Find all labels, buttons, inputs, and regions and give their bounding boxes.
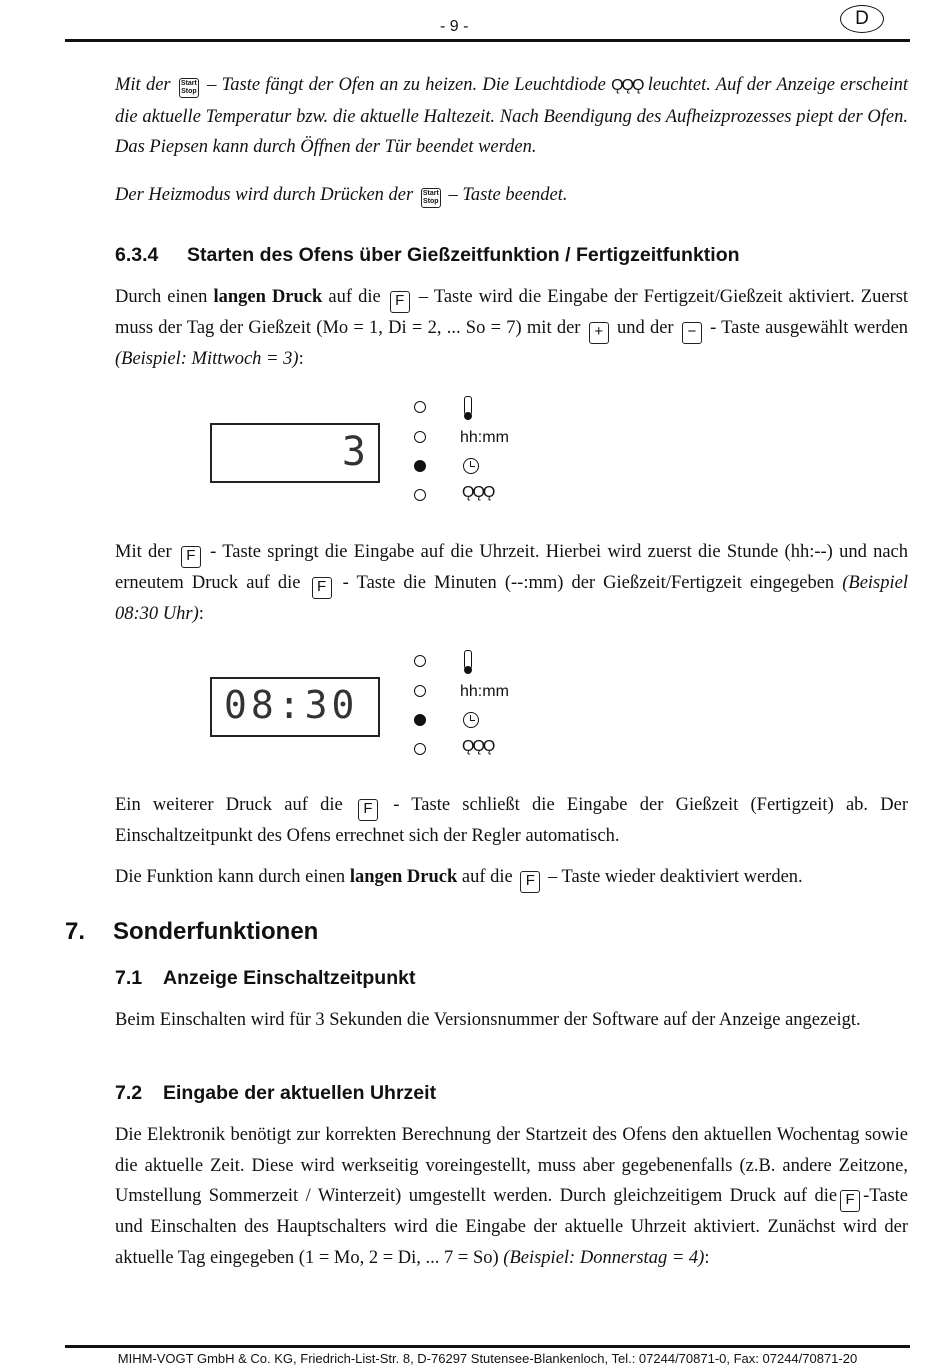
section-heading-7-2: [115, 1082, 436, 1105]
hhmm-label: hh:mm: [460, 683, 509, 700]
section-number: 6.3.4: [115, 244, 159, 266]
text: - Taste schließt die Eingabe der Gießzeit (Fertigzeit) ab. Der Einschaltzeitpunkt des Ofens errechnet sich der Regler automatisch.: [115, 795, 909, 846]
led-clock: [414, 460, 426, 472]
text: auf die: [461, 867, 513, 887]
f-key-icon: F: [181, 546, 201, 568]
heat-stop-paragraph: [115, 180, 908, 211]
clock-icon: [463, 712, 479, 728]
text: Ein weiterer Druck auf die: [115, 795, 343, 815]
text: -Taste und Einschalten des Hauptschalters wird die Eingabe der aktuelle Uhrzeit aktiviert. Zunächst wird der aktuelle Tag eingegeben (1 = Mo, 2 = Di, ... 7 = So): [115, 1186, 908, 1268]
p2-text-b: – Taste beendet.: [448, 185, 568, 205]
text: - Taste ausgewählt werden: [710, 318, 909, 338]
f-key-icon: F: [840, 1190, 860, 1212]
thermometer-icon: [464, 396, 472, 416]
section-title: Starten des Ofens über Gießzeitfunktion / Fertigzeitfunktion: [187, 244, 740, 266]
text: - Taste die Minuten (--:mm) der Gießzeit/Fertigzeit eingegeben: [342, 573, 835, 593]
controller-display-time: [210, 677, 380, 737]
section-6-3-4-paragraph-1: [115, 282, 908, 375]
text: :: [298, 349, 304, 369]
hhmm-label: hh:mm: [460, 429, 509, 446]
heating-coil-icon: ǪǪǪ: [462, 484, 494, 501]
section-6-3-4-paragraph-3: [115, 790, 908, 852]
f-key-icon: F: [358, 799, 378, 821]
text: auf die: [328, 287, 381, 307]
page-number: - 9 -: [440, 18, 469, 35]
p1-text-b: – Taste fängt der Ofen an zu heizen. Die Leuchtdiode: [207, 75, 606, 95]
start-stop-key-icon: Start Stop: [179, 78, 199, 98]
example-text: (Beispiel 08:30 Uhr): [115, 573, 909, 624]
footer-rule: [65, 1345, 910, 1348]
led-clock: [414, 714, 426, 726]
language-badge-label: D: [855, 8, 869, 29]
start-stop-key-icon: Start Stop: [421, 188, 441, 208]
section-number: 7.1: [115, 967, 143, 989]
led-holdtime: [414, 431, 426, 443]
text: Die Elektronik benötigt zur korrekten Berechnung der Startzeit des Ofens den aktuellen Wochentag sowie die aktuelle Zeit. Diese wird werkseitig voreingestellt, muss aber gegebenenfalls (z.B. andere Zeitzone, Umstellung Sommerzeit / Winterzeit) umgestellt werden. Durch gleichzeitigem Druck auf die: [115, 1125, 908, 1206]
led-heating: [414, 743, 426, 755]
language-badge: [840, 5, 884, 33]
chapter-title: Sonderfunktionen: [113, 918, 319, 945]
text: Die Funktion kann durch einen: [115, 867, 346, 887]
text: Durch einen: [115, 287, 208, 307]
text: :: [704, 1247, 710, 1268]
p1-text-c: leuchtet. Auf der Anzeige erscheint die aktuelle Temperatur bzw. die aktuelle Haltezeit. Nach Beendigung des Aufheizprozesses piept der Ofen. Das Piepsen kann durch Öffnen der Tür beendet werden.: [115, 75, 908, 157]
section-6-3-4-paragraph-2: [115, 537, 908, 630]
section-7-2-paragraph: [115, 1120, 908, 1273]
text: – Taste wird die Eingabe der Fertigzeit/Gießzeit aktiviert. Zuerst muss der Tag der Gießzeit (Mo = 1, Di = 2, ... So = 7) mit der: [115, 287, 909, 338]
minus-key-icon: −: [682, 322, 702, 344]
plus-key-icon: +: [589, 322, 609, 344]
f-key-icon: F: [312, 577, 332, 599]
display-value: 3: [341, 429, 366, 475]
heat-start-paragraph: [115, 70, 908, 163]
text: und der: [616, 318, 674, 338]
f-key-icon: F: [390, 291, 410, 313]
section-title: Anzeige Einschaltzeitpunkt: [163, 967, 416, 989]
chapter-heading-7: [65, 918, 318, 946]
section-title: Eingabe der aktuellen Uhrzeit: [163, 1082, 437, 1104]
bold-text: langen Druck: [349, 867, 458, 887]
section-6-3-4-paragraph-4: [115, 862, 908, 893]
display-value: 08:30: [224, 683, 359, 727]
p2-text-a: Der Heizmodus wird durch Drücken der: [115, 185, 414, 205]
chapter-number: 7.: [65, 918, 86, 945]
section-heading-6-3-4: [115, 244, 740, 267]
text: Mit der: [115, 542, 172, 562]
example-text: (Beispiel: Mittwoch = 3): [115, 349, 299, 369]
led-temperature: [414, 655, 426, 667]
thermometer-icon: [464, 650, 472, 670]
example-text: (Beispiel: Donnerstag = 4): [503, 1247, 705, 1268]
bold-text: langen Druck: [213, 287, 323, 307]
led-temperature: [414, 401, 426, 413]
heating-coil-icon: ǪǪǪ: [462, 738, 494, 755]
footer-address: MIHM-VOGT GmbH & Co. KG, Friedrich-List-Str. 8, D-76297 Stutensee-Blankenloch, Tel.: 07244/70871-0, Fax: 07244/70871-20: [117, 1351, 858, 1366]
text: :: [198, 604, 204, 624]
heating-coil-icon: ǪǪǪ: [611, 77, 643, 94]
section-heading-7-1: [115, 967, 415, 990]
f-key-icon: F: [520, 871, 540, 893]
led-heating: [414, 489, 426, 501]
text: - Taste springt die Eingabe auf die Uhrzeit. Hierbei wird zuerst die Stunde (hh:--) und nach erneutem Druck auf die: [115, 542, 909, 593]
header-rule: [65, 39, 910, 42]
clock-icon: [463, 458, 479, 474]
section-number: 7.2: [115, 1082, 143, 1104]
led-holdtime: [414, 685, 426, 697]
controller-display-day: [210, 423, 380, 483]
section-7-1-paragraph: Beim Einschalten wird für 3 Sekunden die Versionsnummer der Software auf der Anzeige angezeigt.: [115, 1010, 861, 1030]
text: – Taste wieder deaktiviert werden.: [547, 867, 803, 887]
p1-text-a: Mit der: [115, 75, 171, 95]
